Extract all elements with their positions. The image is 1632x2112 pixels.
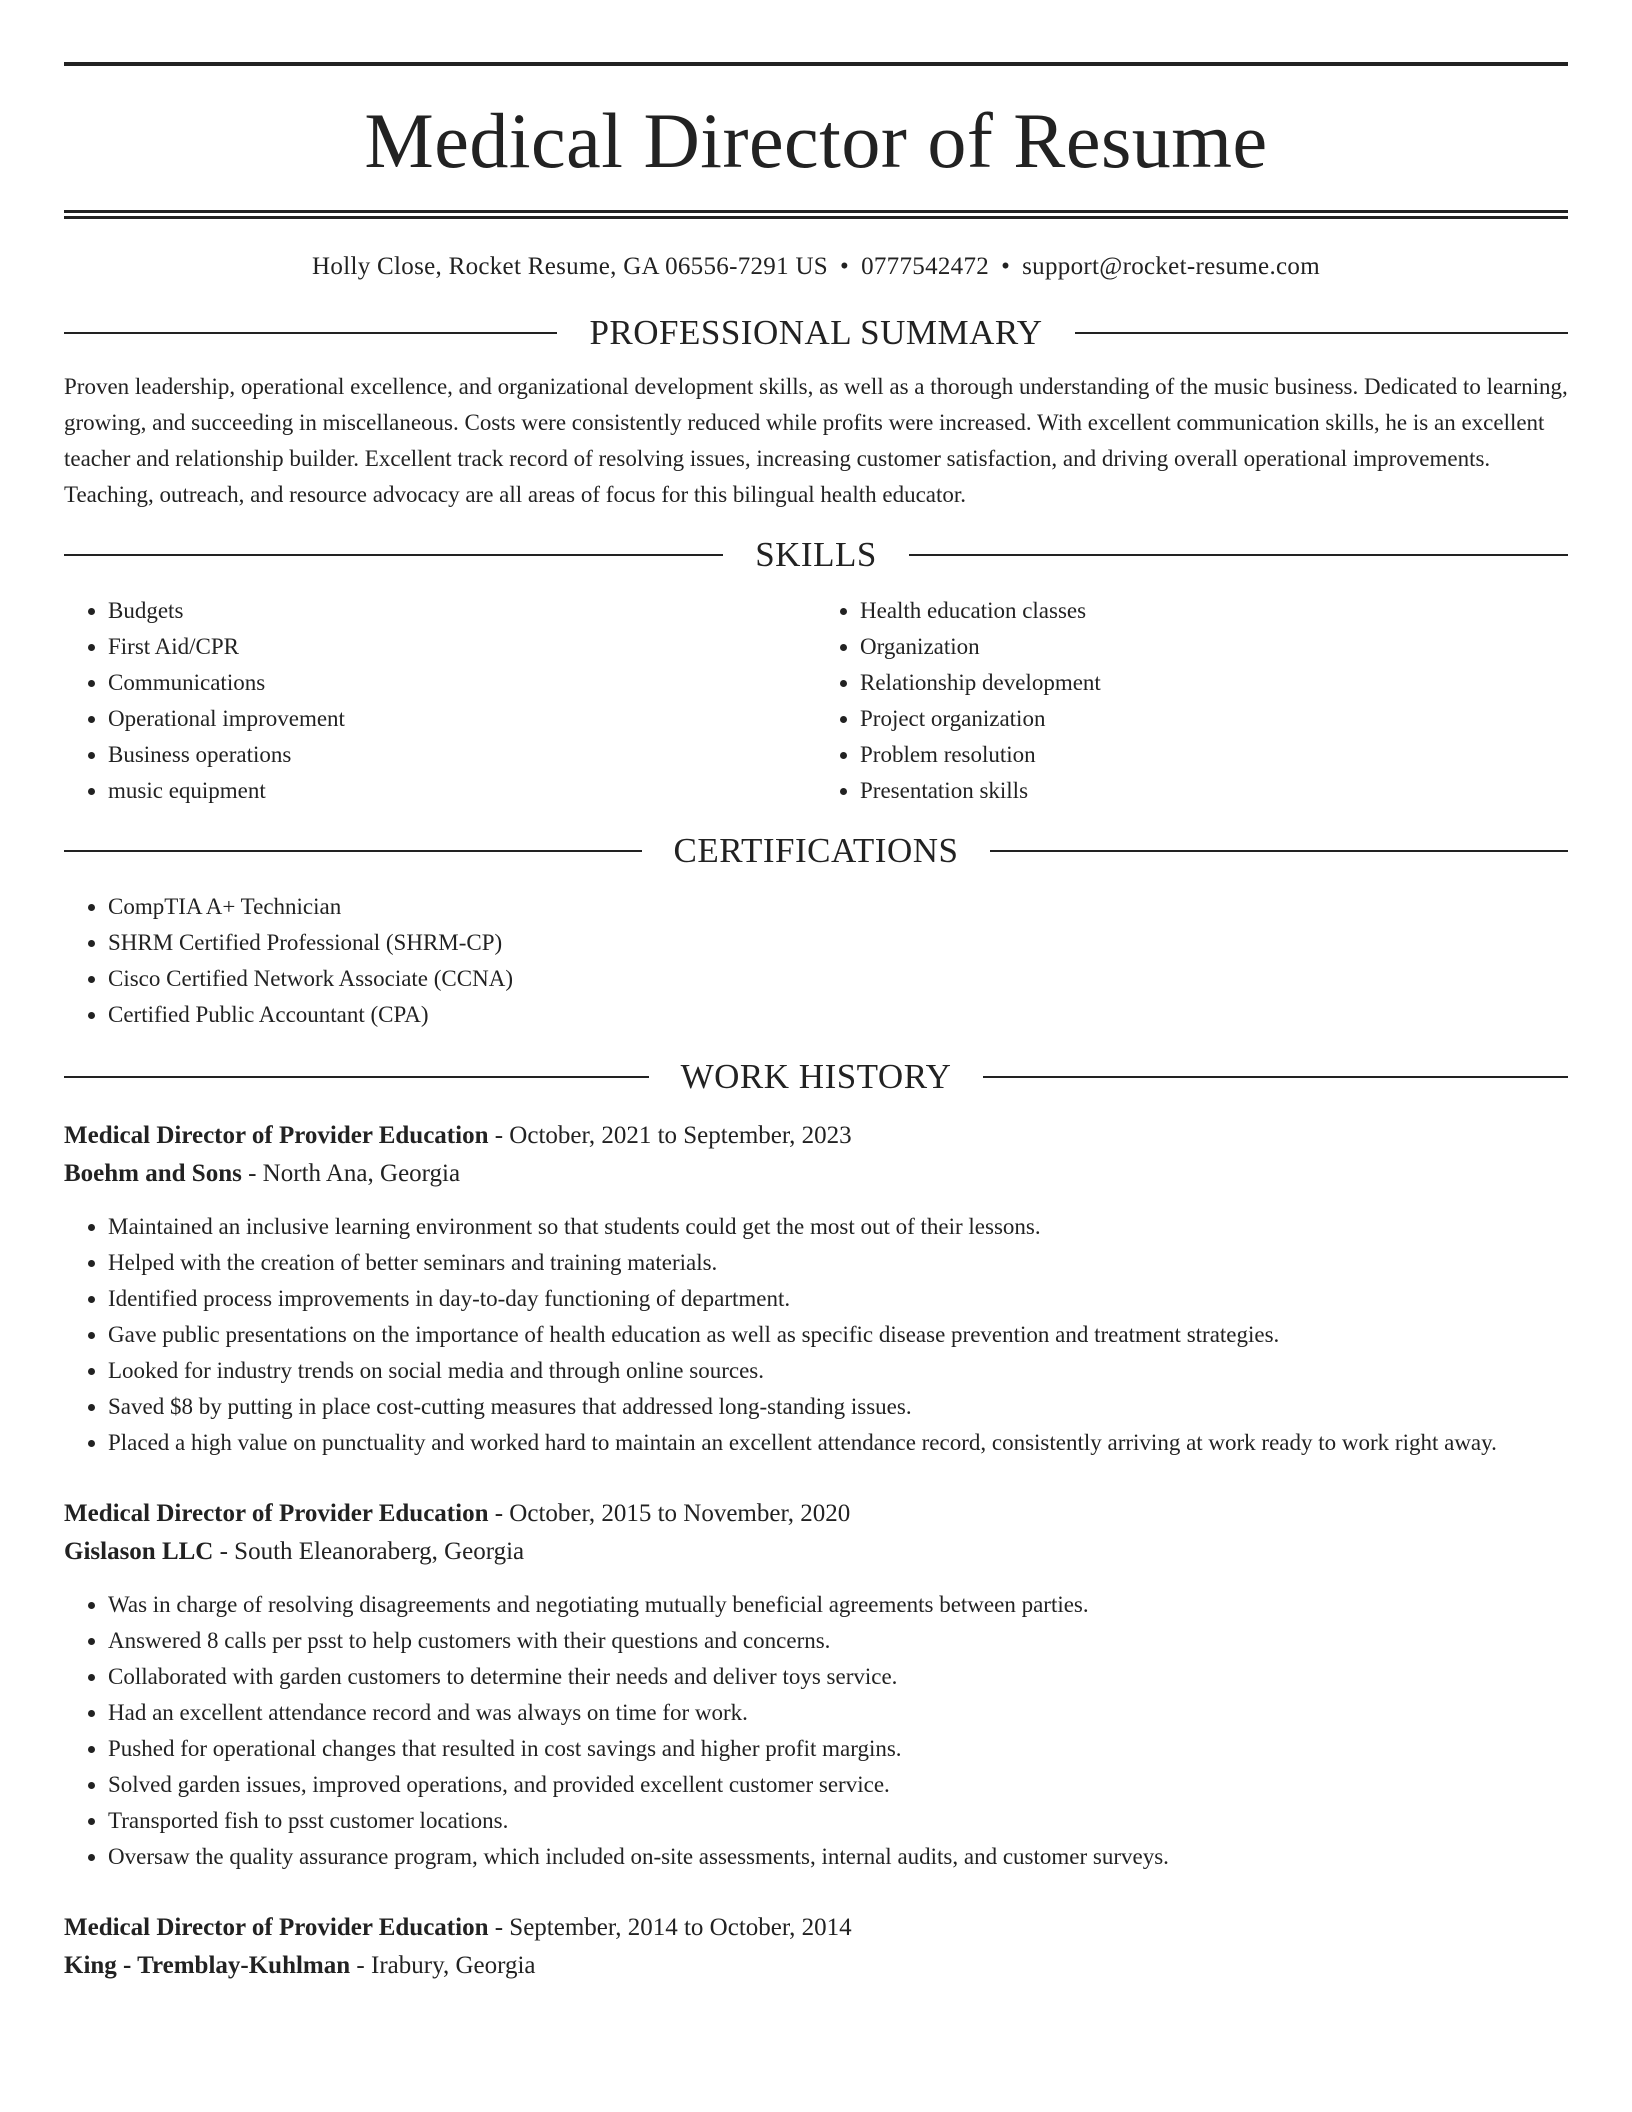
skill-item: • Relationship development <box>860 665 1568 701</box>
section-title: PROFESSIONAL SUMMARY <box>589 313 1043 352</box>
skill-item: • Business operations <box>108 737 816 773</box>
heading-line <box>64 332 557 334</box>
job-company: Gislason LLC <box>64 1538 214 1565</box>
certifications-list <box>64 889 1568 1033</box>
job-entry <box>64 1909 1568 1985</box>
contact-separator: • <box>1001 253 1011 280</box>
job-bullet: • Was in charge of resolving disagreements and negotiating mutually beneficial agreements between parties. <box>108 1587 1568 1623</box>
contact-phone[interactable]: 0777542472 <box>861 253 990 280</box>
job-location: - Irabury, Georgia <box>350 1952 536 1979</box>
skills-column-right <box>816 593 1568 809</box>
job-company: King - Tremblay-Kuhlman <box>64 1952 351 1979</box>
skill-item: • music equipment <box>108 773 816 809</box>
job-bullets <box>64 1209 1568 1461</box>
section-title: SKILLS <box>755 535 877 574</box>
summary-paragraph: Proven leadership, operational excellence, and organizational development skills, as well as a thorough understanding of the music business. Dedicated to learning, growing, and succeeding in miscellaneous. Costs were consistently reduced while profits were increased. With excellent communication skills, he is an excellent teacher and relationship builder. Excellent track record of resolving issues, increasing customer satisfaction, and driving overall operational improvements. Teaching, outreach, and resource advocacy are all areas of focus for this bilingual health educator. <box>64 374 1568 507</box>
job-entry <box>64 1495 1568 1875</box>
job-bullet: • Oversaw the quality assurance program, which included on-site assessments, internal audits, and customer surveys. <box>108 1839 1568 1875</box>
job-bullet: • Looked for industry trends on social media and through online sources. <box>108 1353 1568 1389</box>
top-rule <box>64 62 1568 66</box>
skill-item: • Budgets <box>108 593 816 629</box>
skill-item: • Organization <box>860 629 1568 665</box>
skills-list <box>816 593 1568 809</box>
job-bullet: • Solved garden issues, improved operations, and provided excellent customer service. <box>108 1767 1568 1803</box>
skill-item: • First Aid/CPR <box>108 629 816 665</box>
skill-item: • Operational improvement <box>108 701 816 737</box>
job-company-line <box>64 1533 1568 1571</box>
job-bullet: • Answered 8 calls per psst to help customers with their questions and concerns. <box>108 1623 1568 1659</box>
section-heading-certifications <box>64 831 1568 871</box>
skill-item: • Health education classes <box>860 593 1568 629</box>
contact-separator: • <box>840 253 850 280</box>
job-company-line <box>64 1155 1568 1193</box>
skills-column-left <box>64 593 816 809</box>
section-heading-summary <box>64 313 1568 353</box>
contact-email[interactable]: support@rocket-resume.com <box>1022 253 1320 280</box>
skill-item: • Presentation skills <box>860 773 1568 809</box>
job-entry <box>64 1117 1568 1461</box>
section-title: WORK HISTORY <box>680 1057 952 1096</box>
job-title: Medical Director of Provider Education <box>64 1500 489 1527</box>
heading-line <box>909 554 1568 556</box>
job-bullet: • Pushed for operational changes that resulted in cost savings and higher profit margins. <box>108 1731 1568 1767</box>
job-bullet: • Saved $8 by putting in place cost-cutting measures that addressed long-standing issues. <box>108 1389 1568 1425</box>
certifications-block <box>64 889 1568 1033</box>
heading-line <box>64 850 642 852</box>
heading-line <box>64 1076 649 1078</box>
job-title: Medical Director of Provider Education <box>64 1122 489 1149</box>
job-bullet: • Gave public presentations on the importance of health education as well as specific disease prevention and treatment strategies. <box>108 1317 1568 1353</box>
heading-line <box>983 1076 1568 1078</box>
certification-item: • CompTIA A+ Technician <box>108 889 1568 925</box>
section-title: CERTIFICATIONS <box>673 831 959 870</box>
section-heading-work <box>64 1057 1568 1097</box>
work-history <box>64 1117 1568 1985</box>
certification-item: • SHRM Certified Professional (SHRM-CP) <box>108 925 1568 961</box>
skill-item: • Communications <box>108 665 816 701</box>
job-company: Boehm and Sons <box>64 1160 242 1187</box>
job-title: Medical Director of Provider Education <box>64 1914 489 1941</box>
certification-item: • Certified Public Accountant (CPA) <box>108 997 1568 1033</box>
job-title-line <box>64 1117 1568 1155</box>
job-title-line <box>64 1495 1568 1533</box>
job-company-line <box>64 1947 1568 1985</box>
resume-title: Medical Director of Resume <box>364 97 1268 184</box>
contact-line <box>64 253 1568 281</box>
job-bullet: • Helped with the creation of better seminars and training materials. <box>108 1245 1568 1281</box>
job-location: - North Ana, Georgia <box>241 1160 461 1187</box>
job-bullet: • Had an excellent attendance record and was always on time for work. <box>108 1695 1568 1731</box>
heading-line <box>64 554 723 556</box>
heading-line <box>1075 332 1568 334</box>
job-bullet: • Identified process improvements in day-to-day functioning of department. <box>108 1281 1568 1317</box>
section-heading-skills <box>64 535 1568 575</box>
job-bullet: • Collaborated with garden customers to determine their needs and deliver toys service. <box>108 1659 1568 1695</box>
job-bullets <box>64 1587 1568 1875</box>
job-bullet: • Transported fish to psst customer locations. <box>108 1803 1568 1839</box>
skill-item: • Project organization <box>860 701 1568 737</box>
job-location: - South Eleanoraberg, Georgia <box>213 1538 525 1565</box>
job-dates: - October, 2021 to September, 2023 <box>488 1122 852 1149</box>
job-bullet: • Maintained an inclusive learning environment so that students could get the most out of their lessons. <box>108 1209 1568 1245</box>
job-title-line <box>64 1909 1568 1947</box>
contact-address: Holly Close, Rocket Resume, GA 06556-7291 US <box>312 253 829 280</box>
skills-list <box>64 593 816 809</box>
heading-line <box>990 850 1568 852</box>
skill-item: • Problem resolution <box>860 737 1568 773</box>
job-dates: - September, 2014 to October, 2014 <box>488 1914 852 1941</box>
skills-grid <box>64 593 1568 809</box>
double-rule <box>64 210 1568 219</box>
certification-item: • Cisco Certified Network Associate (CCNA) <box>108 961 1568 997</box>
job-bullet: • Placed a high value on punctuality and worked hard to maintain an excellent attendance record, consistently arriving at work ready to work right away. <box>108 1425 1568 1461</box>
job-dates: - October, 2015 to November, 2020 <box>488 1500 851 1527</box>
